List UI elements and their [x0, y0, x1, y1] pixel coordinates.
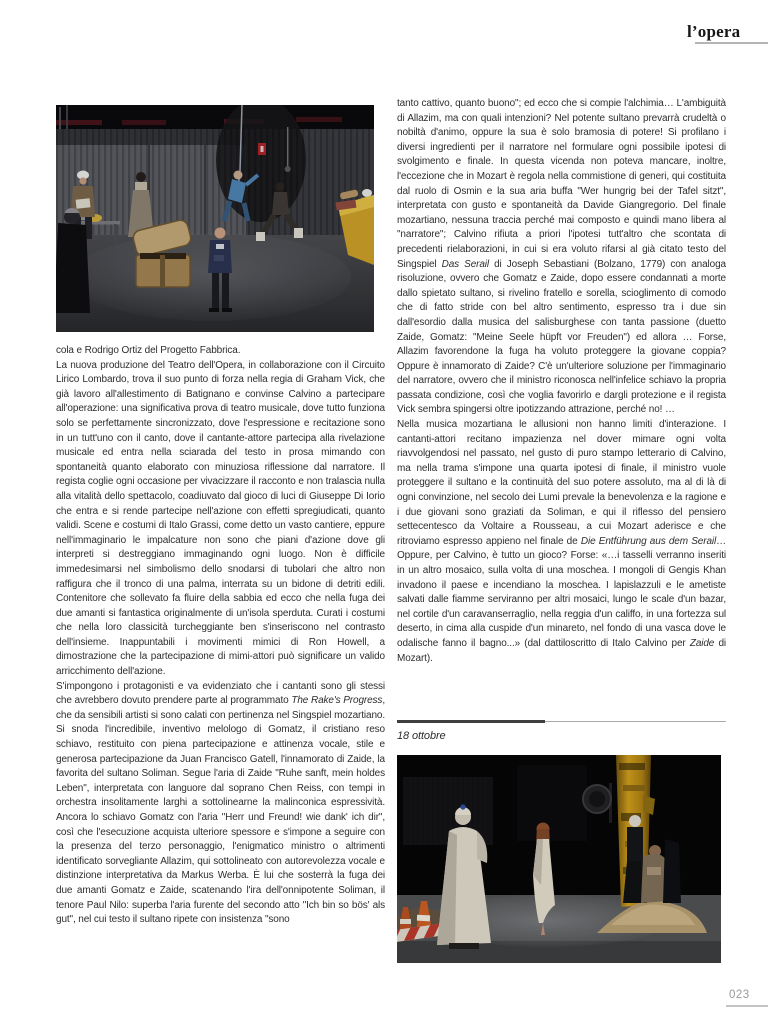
article-paragraph: S'impongono i protagonisti e va evidenziato che i cantanti sono gli stessi che avrebbero dovuto prendere parte al programmato The Rake's Progress, che da sensibili artisti si sono calati con pertinenza nel Singspiel mozartiano. Si snoda l'incredibile, inventivo melologo di Gomatz, il cristiano reso schiavo, restituito con piena partecipazione e attinenza vocale, stile e generosa partecipazione da Juan Francisco Gatell, l'innamorato di Zaide, la favorita del sultano Soliman. Segue l'aria di Zaide "Ruhe sanft, mein holdes Leben", interpretata con languore dal soprano Chen Reiss, con tempi in orchestra insolitamente larghi a sottolinearne la malinconica espressività. Ancora lo schiavo Gomatz con l'aria "Herr und Freund! wie dank' ich dir", così che l'esecuzione acquista ulteriore spessore e s'impone a seguire con la presenza del terzo personaggio, l'enigmatico ministro o altrimenti identificato sorvegliante Allazim, qui sottolineato con autorevolezza vocale e distinzione interpretativa da Markus Werba. È lui che sosterrà la fuga dei due amanti Gomatz e Zaide, scatenando l'ira dell'onnipotente Soliman, il tenore Paul Nilo: superba l'aria furente del secondo atto "Ich bin so bös' als gut", nel cui testo il sultano ripete con insistenza "sono — [56, 680, 385, 926]
article-paragraph: tanto cattivo, quanto buono"; ed ecco che si compie l'alchimia… L'ambiguità di Allazim, ma con quali intenzioni? Nel potente sultano prevarrà crudeltà o nobiltà d'animo, oppure la sua è solo bramosia di potere! Si profilano i diversi ingredienti per il narratore nel formulare ogni possibile ipotesi di svolgimento e finale. In questa vicenda non poteva mancare, inoltre, l'eccezione che in Mozart è regola nella commistione di generi, qui costituita dal ruolo di Osmin e la sua aria buffa "Wer hungrig bei der Tafel sitzt", interpretata con gusto e spontaneità da Davide Giangregorio. Del finale mozartiano, nessuna traccia perché mai composto e quindi mano libera al "narratore"; Calvino rifiuta a priori l'ipotesi tutt'altro che scontata di precedenti rielaborazioni, in cui si era voluto rifarsi al già citato testo del Singspiel Das Serail di Joseph Sebastiani (Bolzano, 1779) con analoga risoluzione, ovvero che Gomatz e Zaide, dopo essere condannati a morte dallo spietato sultano, si rivelino fratello e sorella, scioglimento di comodo che di fatto stride con bel altro sentimento, espresso tra i due sin dall'esordio dalla musica del salisburghese con tanta passione (duetto Zaide, Gomatz: "Meine Seele hüpft vor Freuden") ed allora … Forse, Allazim favorendone la fuga ha voluto proteggere la giovane coppia? Oppure è innamorato di Zaide? C'è un'ulteriore soluzione per l'immaginario del narratore, ovvero che il ministro riconosca nell'infelice schiavo la propria passata condizione, così che voglia favorirlo e dargli protezione e il regista Vick sembra spingersi oltre ipotizzando attrazione, perché no! … — [397, 98, 726, 416]
page-number: 023 — [729, 989, 750, 1001]
date-heading: 18 ottobre — [397, 730, 446, 742]
page-number-rule — [726, 1005, 768, 1007]
divider-thin-segment — [545, 721, 726, 722]
stage-photo-bottom-art — [397, 755, 721, 963]
header-rule — [695, 42, 768, 44]
stage-photo-bottom — [397, 755, 721, 963]
section-divider-rule — [397, 720, 726, 724]
article-column-right — [397, 97, 726, 666]
photo-caption-continuation: cola e Rodrigo Ortiz del Progetto Fabbrica. — [56, 345, 241, 356]
stage-photo-top-art — [56, 105, 374, 332]
article-paragraph: La nuova produzione del Teatro dell'Opera, in collaborazione con il Circuito Lirico Lombardo, trova il suo punto di forza nella regia di Graham Vick, che già lavoro all'allestimento di Batignano e convinse Calvino a partecipare all'operazione: una significativa prova di teatro musicale, dove tutto funziona solo se perfettamente sincronizzato, dove l'espressione e recitazione sono in un tutt'uno con il canto, dove il cantante-attore partecipa alla rivelazione musicale ed entra nella sciarada del testo in prosa mimando con spontaneità quanto elaborato con minuziosa riflessione dal narratore. Il regista coglie ogni occasione per vivacizzare il racconto e non tralascia nulla alla vitalità dello spettacolo, coadiuvato dal gioco di luci di Giuseppe Di Iorio che entra e si rende partecipe nell'azione con effetti spregiudicati, quanto validi. Scene e costumi di Italo Grassi, come detto un vasto cantiere, eppure nell'immaginario le impalcature non sono che piani d'azione dove gli interpreti si destreggiano immaginando ogni luogo. Non è difficile immedesimarsi nel simbolismo dello snodarsi di tubolari che altro non raffigura che il tronco di una palma, interrata su un bidone di detriti edili. Contenitore che sollevato fa fluire della sabbia ed ecco che nella fuga dei due amanti si fantastica originalmente di un'isola sperduta. Curati i costumi che nella loro classicità turcheggiante ben s'inseriscono nel contrasto dell'insieme. Inappuntabili i movimenti mimici di Ron Howell, a dimostrazione che la partecipazione di mimi-attori può significare un valido arricchimento dell'azione. — [56, 359, 385, 678]
article-column-left — [56, 344, 385, 928]
magazine-title: l’opera — [687, 22, 741, 41]
divider-thick-segment — [397, 720, 545, 723]
article-paragraph: Nella musica mozartiana le allusioni non hanno limiti d'interazione. I cantanti-attori recitano impazienza nel dover mimare ogni volta riavvolgendosi nel passato, nel gusto di puro stampo letterario di Calvino, ma nella trama s'impone una quarta ipotesi di finale, il ministro vuole proteggere il sultano e la continuità del suo potere assoluto, ma al di là di ogni convinzione, nel secolo dei Lumi prevale la benevolenza e la ragione e i due giovani sono graziati da Soliman, e qui il riflesso del pensiero settecentesco da Voltaire a Rousseau, a cui Mozart aderisce e che ritroviamo espresso appieno nel finale de Die Entführung aus dem Serail… Oppure, per Calvino, è tutto un gioco? Forse: «…i tasselli verranno inseriti in un altro mosaico, sulla volta di una moschea. I mongoli di Gengis Khan invadono il paese e incendiano la moschea. I lapislazzuli e le ametiste salvati dalle fiamme serviranno per altri mosaici, lungo le scale d'un bazar, nel cortile d'un caravanserraglio, nella reggia d'un califfo, in una fortezza sul deserto, in cima alla cuspide d'un minareto, nel fondo di una vasca dove le odalische fanno il bagno...» (dal dattiloscritto di Italo Calvino per Zaide di Mozart). — [397, 419, 727, 664]
stage-photo-top — [56, 105, 374, 332]
